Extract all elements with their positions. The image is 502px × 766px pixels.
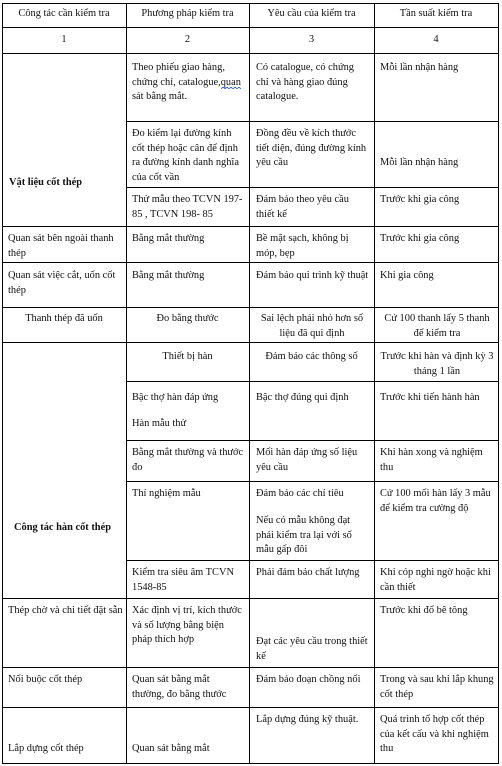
row-divider [2, 707, 499, 708]
table-border-right [498, 3, 499, 764]
column-number: 3 [308, 34, 315, 45]
method-cell: Thử mẫu theo TCVN 197-85 , TCVN 198- 85 [132, 194, 243, 220]
column-divider [374, 3, 375, 764]
header-cell: Tần suất kiểm tra [399, 8, 473, 19]
method-cell: Bằng mắt thường và thước đo [132, 447, 246, 473]
section-title: Quan sát bên ngoài thanh thép [8, 233, 117, 259]
method-cell: Quan sát bằng mắt thường, đo bằng thước [132, 674, 227, 700]
requirement-cell: Đạt các yêu cầu trong thiết kế [256, 636, 371, 662]
requirement-cell: Mối hàn đáp ứng số liệu yêu cầu [256, 447, 360, 473]
requirement-cell: Có catalogue, có chứng chỉ và hàng giao đúng catalogue. [256, 62, 357, 102]
header-cell: Yêu cầu của kiểm tra [267, 8, 356, 19]
method-text: Theo phiếu giao hàng, chứng chỉ, catalogue, [132, 62, 228, 88]
row-divider [126, 481, 499, 482]
requirement-cell: Đảm bảo đoạn chồng nối [256, 674, 361, 685]
frequency-cell: Khi cóp nghi ngờ hoặc khi cần thiết [380, 567, 494, 593]
header-cell: Công tác cần kiểm tra [18, 8, 110, 19]
requirement-cell: Bậc thợ đúng qui định [256, 392, 349, 403]
section-title: Công tác hàn cốt thép [14, 522, 111, 533]
frequency-cell: Cứ 100 thanh lấy 5 thanh để kiểm tra [384, 313, 493, 339]
requirement-cell: Bề mặt sạch, không bị móp, bẹp [256, 233, 352, 259]
method-cell: Xác định vị trí, kích thước và số lượng bằng biện pháp thích hợp [132, 605, 245, 645]
frequency-cell: Trước khi gia công [380, 194, 460, 205]
section-title: Thanh thép đã uốn [25, 313, 103, 324]
method-cell: Quan sát bằng mắt [132, 743, 210, 754]
method-cell: Bằng mắt thường [132, 233, 205, 244]
frequency-cell: Trước khi tiến hành hàn [380, 392, 480, 403]
row-divider [126, 440, 499, 441]
column-divider [249, 3, 250, 764]
row-divider [2, 262, 499, 263]
column-number: 4 [433, 34, 439, 45]
frequency-cell: Mỗi lần nhận hàng [380, 157, 459, 168]
method-cell: Đo bằng thước [156, 313, 219, 324]
frequency-cell: Mỗi lần nhận hàng [380, 62, 459, 73]
row-divider [126, 121, 499, 122]
column-number: 2 [184, 34, 191, 45]
table-border-bottom [2, 763, 499, 764]
row-divider [2, 226, 499, 227]
frequency-cell: Trước khi hàn và định kỳ 3 tháng 1 lần [380, 351, 497, 377]
row-divider [2, 27, 499, 28]
column-number: 1 [61, 34, 67, 45]
section-title: Nối buộc cốt thép [8, 674, 83, 685]
row-divider [126, 187, 499, 188]
method-text: sát bằng mắt. [132, 76, 244, 102]
requirement-cell: Lắp dựng đúng kỹ thuật. [256, 714, 359, 725]
frequency-cell: Cứ 100 mối hàn lấy 3 mẫu để kiểm tra cường độ [380, 488, 494, 514]
method-cell [132, 61, 244, 105]
frequency-cell: Khi hàn xong và nghiệm thu [380, 447, 486, 473]
method-cell: Thí nghiệm mẫu [132, 488, 201, 499]
row-divider [2, 342, 499, 343]
method-cell: Thiết bị hàn [162, 351, 213, 362]
frequency-cell: Quá trình tổ hợp cốt thép của kết cấu và khi nghiệm thu [380, 714, 492, 754]
method-cell: Bậc thợ hàn đáp ứng [132, 392, 219, 403]
requirement-cell: Đảm bảo theo yêu cầu thiết kế [256, 194, 352, 220]
row-divider [2, 53, 499, 54]
method-cell: Đo kiểm lại đường kính cốt thép hoặc cân để định ra đường kính danh nghĩa của cốt vần [132, 128, 242, 183]
frequency-cell: Khi gia công [380, 270, 434, 281]
frequency-cell: Trong và sau khi lắp khung cốt thép [380, 674, 497, 700]
row-divider [2, 598, 499, 599]
frequency-cell: Trước khi gia công [380, 233, 460, 244]
row-divider [2, 307, 499, 308]
requirement-cell: Phải đảm bảo chất lượng [256, 567, 360, 578]
method-cell: Bằng mắt thường [132, 270, 205, 281]
section-title: Vật liệu cốt thép [9, 177, 83, 188]
section-title: Thép chờ và chi tiết đặt sẵn [8, 605, 123, 616]
section-title: Lắp dựng cốt thép [8, 743, 84, 754]
frequency-cell: Trước khi đổ bê tông [380, 605, 468, 616]
header-cell: Phương pháp kiểm tra [141, 8, 234, 19]
spellcheck-marked-word: quan [220, 76, 241, 88]
table-border-left [2, 3, 3, 764]
requirement-cell: Sai lệch phải nhỏ hơn số liệu đã qui định [260, 313, 366, 339]
column-divider [126, 3, 127, 764]
requirement-cell: Đảm bảo các chỉ tiêu [256, 488, 344, 499]
requirement-cell: Nếu có mẫu không đạt phải kiểm tra lại với số mẫu gấp đôi [256, 515, 355, 555]
requirement-cell: Đảm bảo qui trình kỹ thuật [256, 270, 369, 281]
method-cell: Kiểm tra siêu âm TCVN 1548-85 [132, 567, 237, 593]
row-divider [2, 667, 499, 668]
method-cell: Hàn mẫu thử [132, 418, 187, 429]
section-title: Quan sát việc cắt, uốn cốt thép [8, 270, 118, 296]
row-divider [126, 560, 499, 561]
requirement-cell: Đồng đều về kích thước tiết diện, đúng đường kính yêu cầu [256, 128, 369, 168]
table-border-top [2, 3, 499, 4]
row-divider [126, 381, 499, 382]
requirement-cell: Đảm bảo các thông số [265, 351, 358, 362]
